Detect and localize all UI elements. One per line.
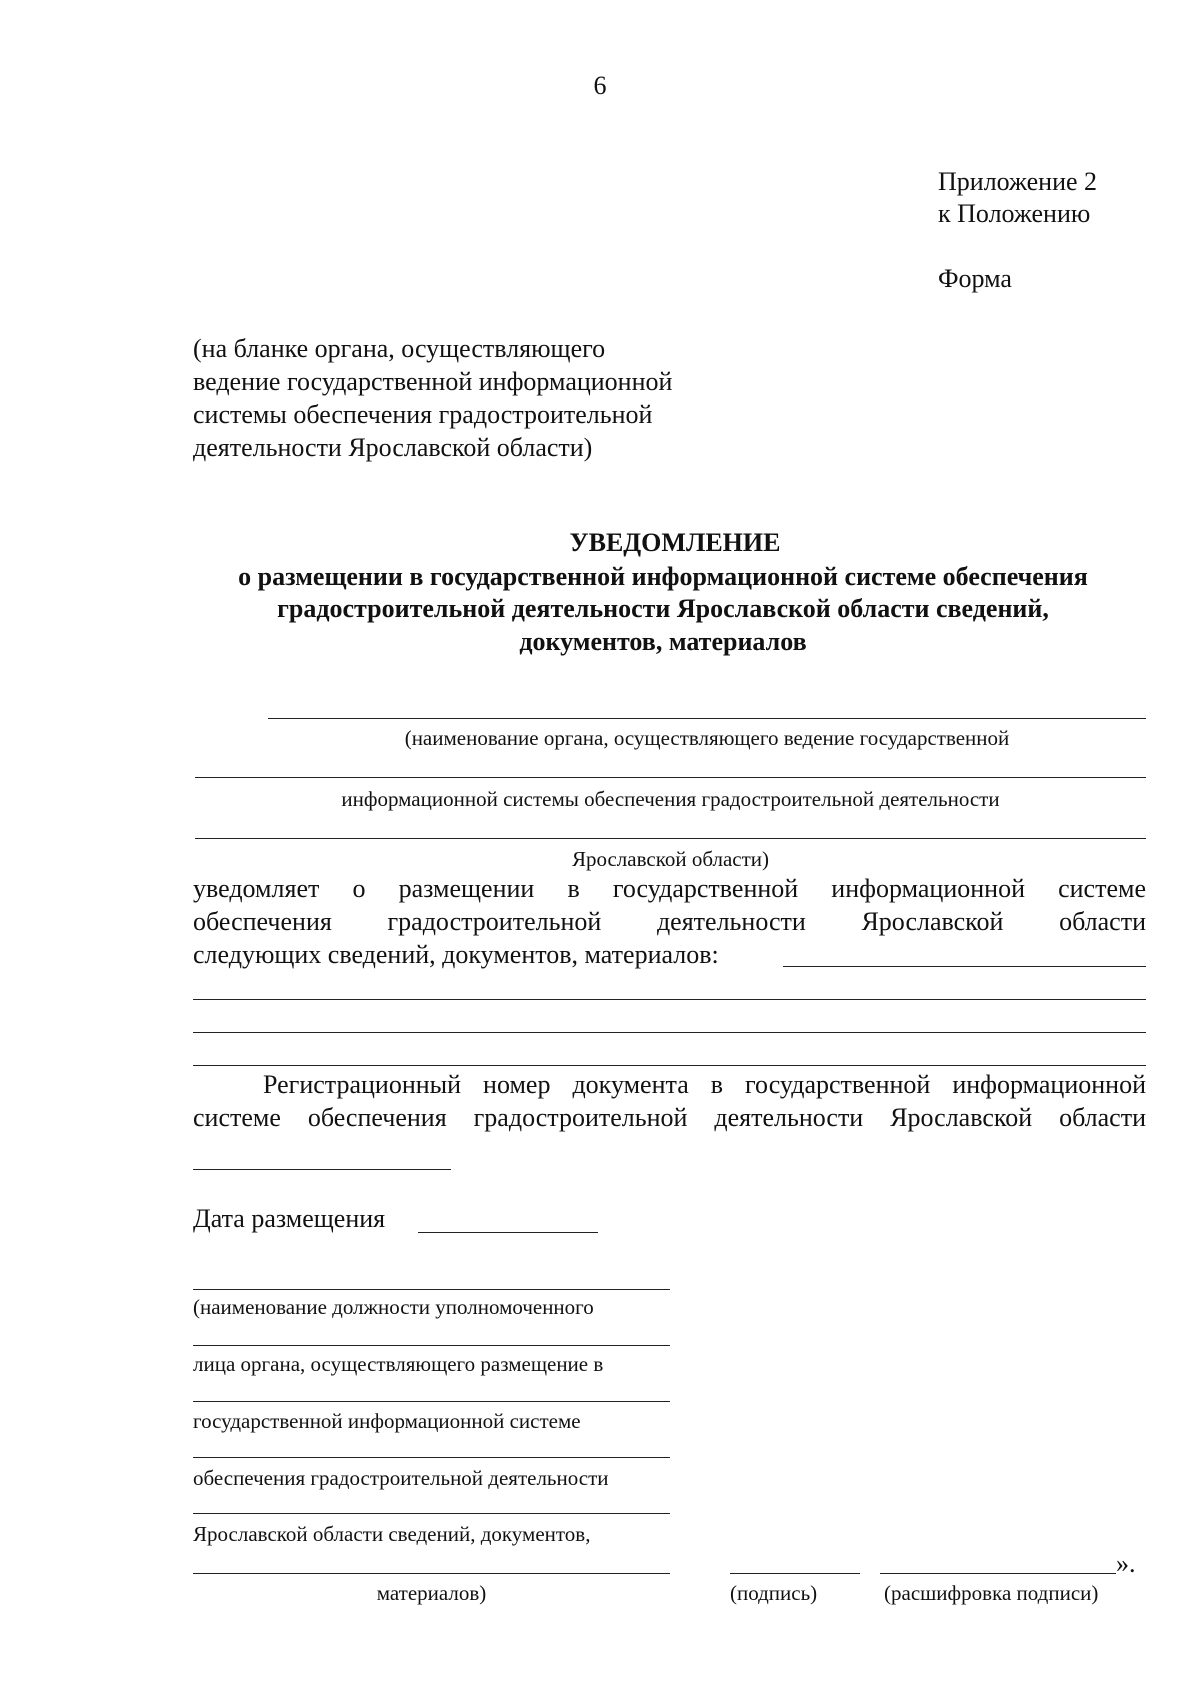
position-caption-line1: (наименование должности уполномоченного (193, 1295, 594, 1319)
organ-caption-line1: (наименование органа, осуществляющего ведение государственной (404, 726, 1010, 750)
position-line-1 (193, 1289, 670, 1290)
position-caption-line6: материалов) (376, 1581, 487, 1605)
body-line2: обеспечения градостроительной деятельности Ярославской области (193, 907, 1146, 936)
materials-line-3 (193, 1032, 1146, 1033)
organ-caption-line2: информационной системы обеспечения градостроительной деятельности (341, 787, 1000, 811)
signature-line (730, 1573, 860, 1574)
position-line-3 (193, 1401, 670, 1402)
document-title: УВЕДОМЛЕНИЕ (569, 528, 781, 557)
date-label: Дата размещения (193, 1204, 386, 1233)
page-number: 6 (593, 71, 607, 100)
signature-decoding-caption: (расшифровка подписи) (884, 1581, 1099, 1605)
position-line-6 (193, 1573, 670, 1574)
letterhead-line2: ведение государственной информационной (193, 367, 673, 396)
position-caption-line3: государственной информационной системе (193, 1409, 581, 1433)
signature-decoding-line (880, 1573, 1116, 1574)
position-line-5 (193, 1513, 670, 1514)
closing-quote: ». (1116, 1549, 1136, 1578)
position-caption-line2: лица органа, осуществляющего размещение в (193, 1352, 604, 1376)
organ-name-line-3 (195, 838, 1146, 839)
body-line3: следующих сведений, документов, материалов: (193, 940, 719, 969)
appendix-line1: Приложение 2 (938, 167, 1098, 196)
organ-caption-line3: Ярославской области) (571, 847, 770, 871)
materials-line-2 (193, 999, 1146, 1000)
organ-name-line-2 (195, 777, 1146, 778)
materials-line-4 (193, 1065, 1146, 1066)
document-subtitle-line2: градостроительной деятельности Ярославской области сведений, (277, 594, 1049, 623)
document-subtitle-line3: документов, материалов (519, 627, 807, 656)
position-caption-line4: обеспечения градостроительной деятельности (193, 1466, 609, 1490)
position-line-2 (193, 1345, 670, 1346)
position-line-4 (193, 1457, 670, 1458)
form-label: Форма (938, 264, 1012, 293)
body-line1: уведомляет о размещении в государственной информационной системе (193, 874, 1146, 903)
registration-line1: Регистрационный номер документа в государственной информационной (263, 1070, 1146, 1099)
materials-line-1 (783, 966, 1146, 967)
letterhead-line3: системы обеспечения градостроительной (193, 400, 653, 429)
document-subtitle-line1: о размещении в государственной информационной системе обеспечения (238, 562, 1088, 591)
signature-caption: (подпись) (730, 1581, 818, 1605)
appendix-line2: к Положению (938, 199, 1091, 228)
registration-number-line (193, 1169, 451, 1170)
organ-name-line-1 (268, 718, 1146, 719)
letterhead-line1: (на бланке органа, осуществляющего (193, 334, 606, 363)
position-caption-line5: Ярославской области сведений, документов, (193, 1522, 591, 1546)
date-line (418, 1232, 598, 1233)
registration-line2: системе обеспечения градостроительной деятельности Ярославской области (193, 1103, 1146, 1132)
letterhead-line4: деятельности Ярославской области) (193, 433, 593, 462)
